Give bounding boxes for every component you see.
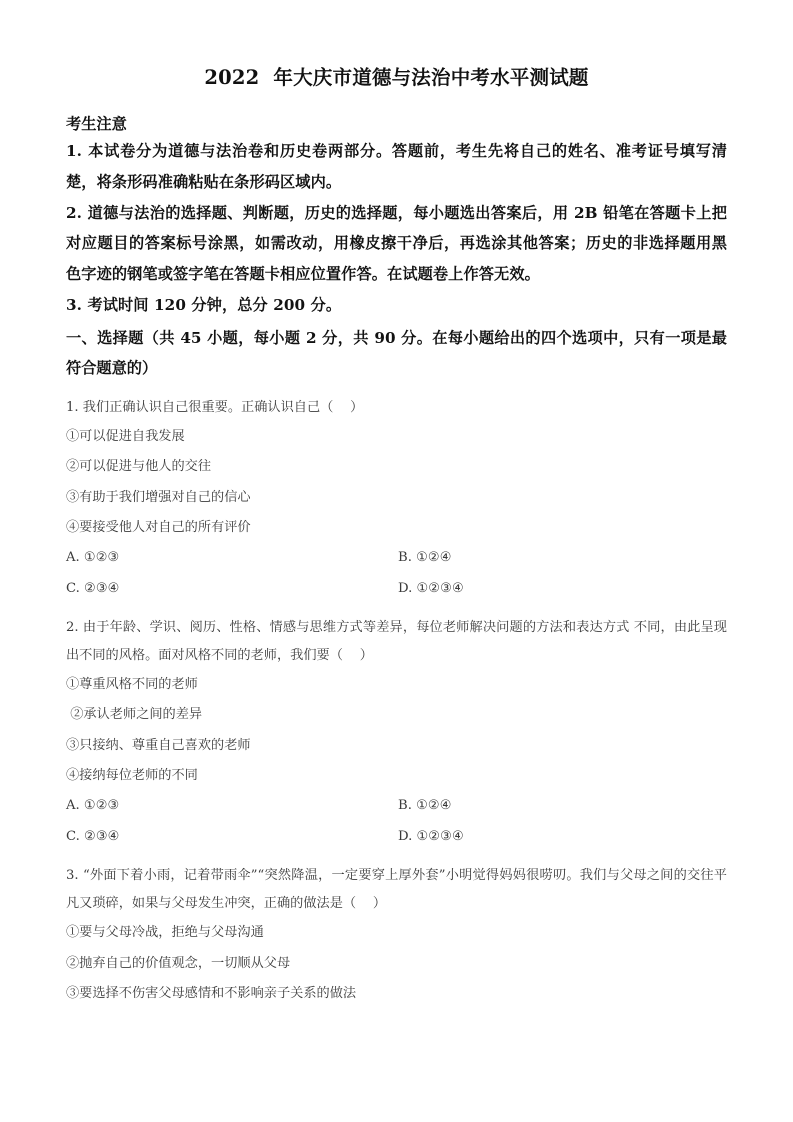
notice-item-2: 2. 道德与法治的选择题、判断题，历史的选择题，每小题选出答案后，用 2B 铅笔在答题卡上把对应题目的答案标号涂黑，如需改动，用橡皮擦干净后，再选涂其他答案；历史的非选择题用黑 色字迹的钢笔或签字笔在答题卡相应位置作答。在试题卷上作答无效。 [66, 203, 733, 284]
question-statement: ②承认老师之间的差异 [66, 707, 203, 723]
choice-option-d[interactable]: D. ①②③④ [398, 580, 464, 596]
choice-row [66, 543, 727, 573]
choice-option-a[interactable]: A. ①②③ [66, 798, 120, 814]
question-statement: ③有助于我们增强对自己的信心 [66, 489, 251, 505]
question-block-1 [66, 384, 727, 604]
notice-heading: 考生注意 [66, 115, 127, 133]
section-heading-multiple-choice: 一、选择题（共 45 小题，每小题 2 分，共 90 分。在每小题给出的四个选项中，只有一项是最 符合题意的） [66, 328, 733, 378]
question-stem: 2. 由于年龄、学识、阅历、性格、情感与思维方式等差异，每位老师解决问题的方法和表达方式 不同，由此呈现出不同的风格。面对风格不同的老师，我们要（ ） [66, 620, 727, 664]
choice-option-d[interactable]: D. ①②③④ [398, 828, 464, 844]
choice-row [66, 822, 727, 852]
choice-row [66, 574, 727, 604]
question-stem: 3. “外面下着小雨，记着带雨伞”“突然降温，一定要穿上厚外套”小明觉得妈妈很唠叨。我们与父母之间的交往平凡又琐碎，如果与父母发生冲突，正确的做法是（ ） [66, 868, 727, 912]
question-statement: ④要接受他人对自己的所有评价 [66, 520, 251, 535]
question-statement: ①要与父母冷战，拒绝与父母沟通 [66, 925, 264, 941]
question-statement: ②抛弃自己的价值观念，一切顺从父母 [66, 955, 291, 971]
choice-row [66, 791, 727, 821]
question-statement: ②可以促进与他人的交往 [66, 459, 212, 475]
question-statement: ①可以促进自我发展 [66, 428, 185, 444]
question-statement: ③要选择不伤害父母感情和不影响亲子关系的做法 [66, 985, 357, 1001]
question-stem: 1. 我们正确认识自己很重要。正确认识自己（ ） [66, 399, 364, 415]
question-block-2 [66, 604, 727, 852]
choice-option-c[interactable]: C. ②③④ [66, 580, 120, 596]
page-title: 2022 年大庆市道德与法治中考水平测试题 [204, 66, 589, 89]
notice-item-1: 1. 本试卷分为道德与法治卷和历史卷两部分。答题前，考生先将自己的姓名、准考证号填写清楚，将条形码准确粘贴在条形码区域内。 [66, 142, 727, 192]
question-block-3 [66, 852, 727, 1009]
choice-option-a[interactable]: A. ①②③ [66, 550, 120, 566]
choice-option-c[interactable]: C. ②③④ [66, 828, 120, 844]
choice-option-b[interactable]: B. ①②④ [398, 550, 452, 566]
question-statement: ①尊重风格不同的老师 [66, 677, 198, 693]
question-statement: ④接纳每位老师的不同 [66, 768, 198, 784]
question-statement: ③只接纳、尊重自己喜欢的老师 [66, 737, 251, 753]
choice-option-b[interactable]: B. ①②④ [398, 798, 452, 814]
notice-item-3: 3. 考试时间 120 分钟，总分 200 分。 [66, 295, 342, 314]
